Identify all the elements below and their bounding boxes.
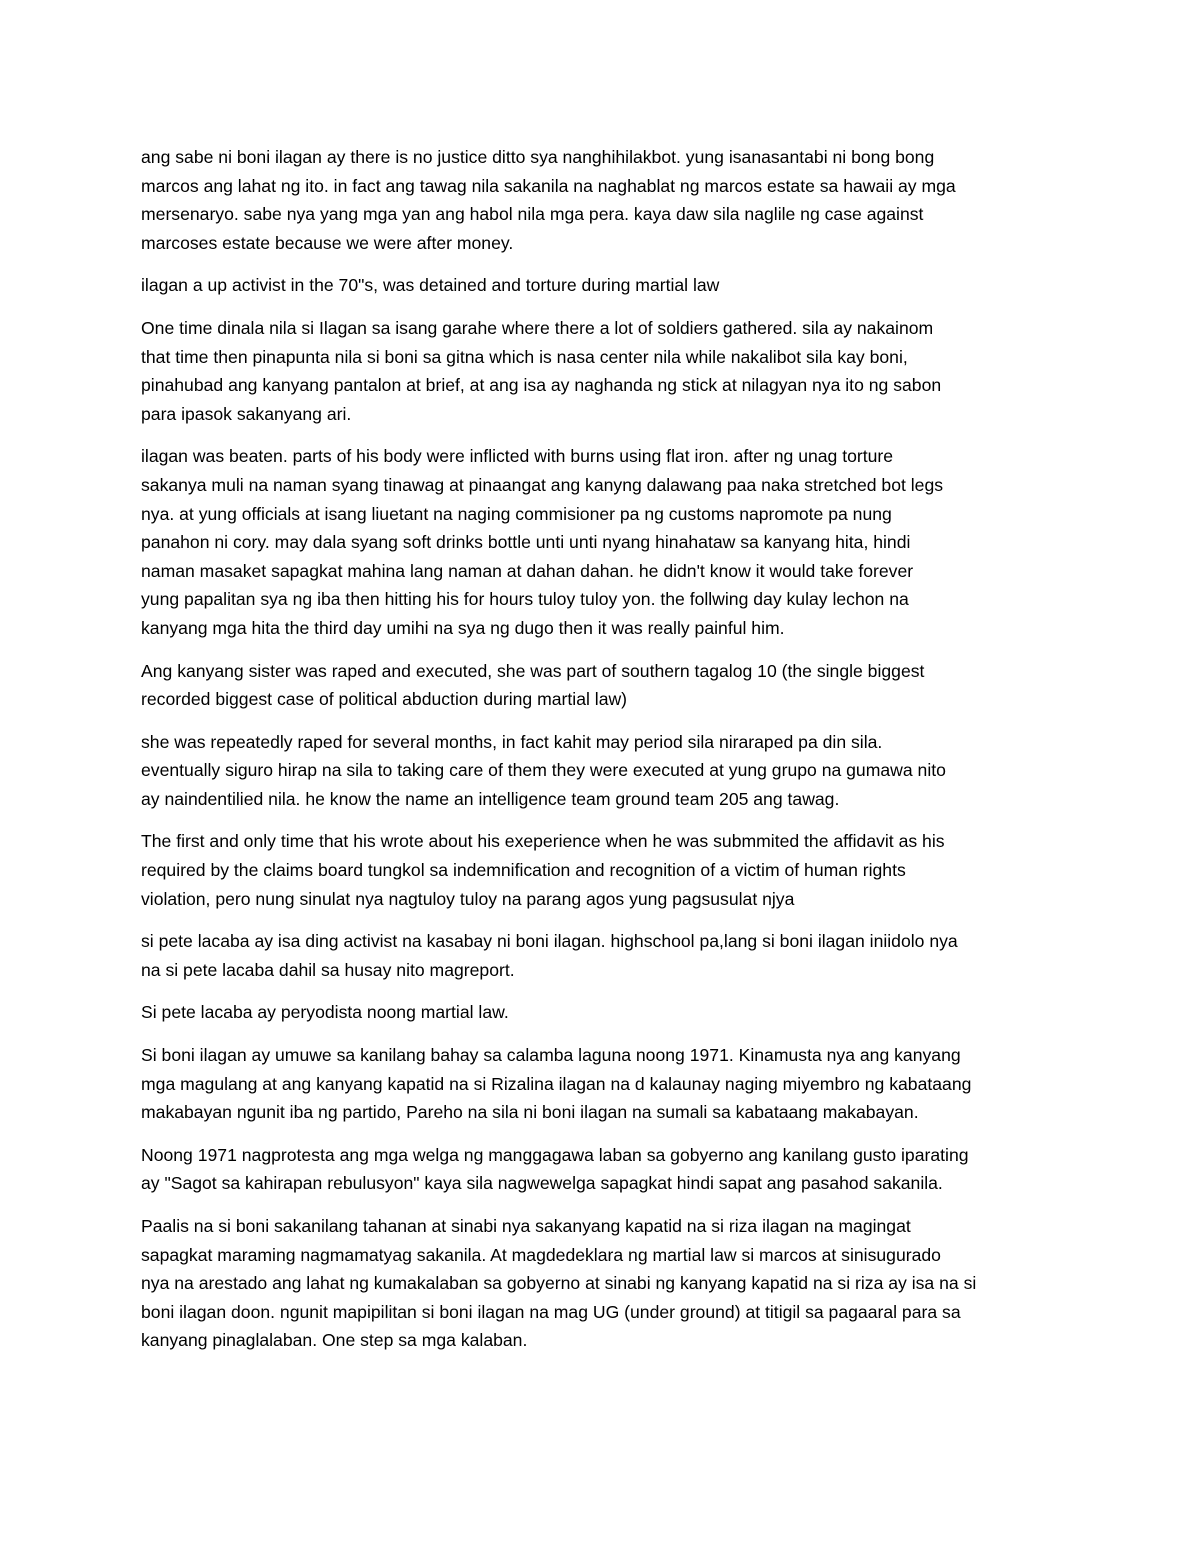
text-line: yung papalitan sya ng iba then hitting his for hours tuloy tuloy yon. the follwing day kulay lechon na [141, 589, 909, 610]
text-line: mga magulang at ang kanyang kapatid na si Rizalina ilagan na d kalaunay naging miyembro ng kabataang [141, 1073, 972, 1094]
paragraph [141, 1141, 1066, 1198]
text-line: naman masaket sapagkat mahina lang naman at dahan dahan. he didn't know it would take forever [141, 560, 914, 581]
text-line: Si pete lacaba ay peryodista noong martial law. [141, 1002, 509, 1023]
text-line: kanyang pinaglalaban. One step sa mga kalaban. [141, 1330, 528, 1351]
text-line: ilagan a up activist in the 70"s, was detained and torture during martial law [141, 275, 720, 296]
paragraph [141, 1041, 1066, 1127]
text-line: recorded biggest case of political abduction during martial law) [141, 689, 628, 710]
text-line: ilagan was beaten. parts of his body were inflicted with burns using flat iron. after ng unag torture [141, 446, 894, 467]
text-line: Si boni ilagan ay umuwe sa kanilang bahay sa calamba laguna noong 1971. Kinamusta nya ang kanyang [141, 1045, 961, 1066]
text-line: One time dinala nila si Ilagan sa isang garahe where there a lot of soldiers gathered. sila ay nakainom [141, 317, 934, 338]
text-line: na si pete lacaba dahil sa husay nito magreport. [141, 959, 515, 980]
text-line: marcos ang lahat ng ito. in fact ang tawag nila sakanila na naghablat ng marcos estate sa hawaii ay mga [141, 175, 956, 196]
paragraph [141, 314, 1066, 428]
paragraph [141, 927, 1066, 984]
text-line: makabayan ngunit iba ng partido, Pareho na sila ni boni ilagan na sumali sa kabataang makabayan. [141, 1102, 919, 1123]
text-line: ay naindentilied nila. he know the name an intelligence team ground team 205 ang tawag. [141, 788, 840, 809]
text-line: eventually siguro hirap na sila to taking care of them they were executed at yung grupo na gumawa nito [141, 760, 946, 781]
text-line: ang sabe ni boni ilagan ay there is no justice ditto sya nanghihilakbot. yung isanasantabi ni bong bong [141, 147, 935, 167]
document-body [141, 143, 1066, 1369]
text-line: boni ilagan doon. ngunit mapipilitan si boni ilagan na mag UG (under ground) at titigil sa pagaaral para sa [141, 1301, 961, 1322]
text-line: Paalis na si boni sakanilang tahanan at sinabi nya sakanyang kapatid na si riza ilagan na magingat [141, 1216, 911, 1236]
text-line: si pete lacaba ay isa ding activist na kasabay ni boni ilagan. highschool pa,lang si boni ilagan iniidolo nya [141, 931, 958, 952]
paragraph [141, 442, 1066, 642]
paragraph [141, 1212, 1066, 1355]
text-line: nya. at yung officials at isang liuetant na naging commisioner pa ng customs napromote pa nung [141, 503, 892, 524]
text-line: Noong 1971 nagprotesta ang mga welga ng manggagawa laban sa gobyerno ang kanilang gusto iparating [141, 1144, 969, 1165]
paragraph [141, 657, 1066, 714]
text-line: mersenaryo. sabe nya yang mga yan ang habol nila mga pera. kaya daw sila naglile ng case against [141, 204, 924, 225]
text-line: required by the claims board tungkol sa indemnification and recognition of a victim of human rights [141, 860, 906, 881]
paragraph [141, 827, 1066, 913]
text-line: nya na arestado ang lahat ng kumakalaban sa gobyerno at sinabi ng kanyang kapatid na si riza ay isa na si [141, 1273, 977, 1294]
text-line: that time then pinapunta nila si boni sa gitna which is nasa center nila while nakalibot sila kay boni, [141, 346, 908, 367]
text-line: sakanya muli na naman syang tinawag at pinaangat ang kanyng dalawang paa naka stretched bot legs [141, 474, 944, 495]
text-line: marcoses estate because we were after money. [141, 232, 514, 253]
text-line: para ipasok sakanyang ari. [141, 403, 352, 424]
text-line: sapagkat maraming nagmamatyag sakanila. At magdedeklara ng martial law si marcos at sinisugurado [141, 1244, 941, 1265]
text-line: violation, pero nung sinulat nya nagtuloy tuloy na parang agos yung pagsusulat njya [141, 888, 795, 909]
paragraph [141, 143, 1066, 257]
text-line: she was repeatedly raped for several months, in fact kahit may period sila niraraped pa din sila. [141, 731, 883, 752]
text-line: The first and only time that his wrote about his exeperience when he was submmited the affidavit as his [141, 831, 945, 852]
paragraph [141, 998, 1066, 1027]
text-line: ay "Sagot sa kahirapan rebulusyon" kaya sila nagwewelga sapagkat hindi sapat ang pasahod sakanila. [141, 1173, 943, 1194]
paragraph [141, 271, 1066, 300]
text-line: pinahubad ang kanyang pantalon at brief, at ang isa ay naghanda ng stick at nilagyan nya ito ng sabon [141, 375, 942, 396]
paragraph [141, 728, 1066, 814]
text-line: kanyang mga hita the third day umihi na sya ng dugo then it was really painful him. [141, 617, 785, 638]
text-line: panahon ni cory. may dala syang soft drinks bottle unti unti nyang hinahataw sa kanyang hita, hindi [141, 532, 911, 553]
text-line: Ang kanyang sister was raped and executed, she was part of southern tagalog 10 (the single biggest [141, 660, 925, 681]
